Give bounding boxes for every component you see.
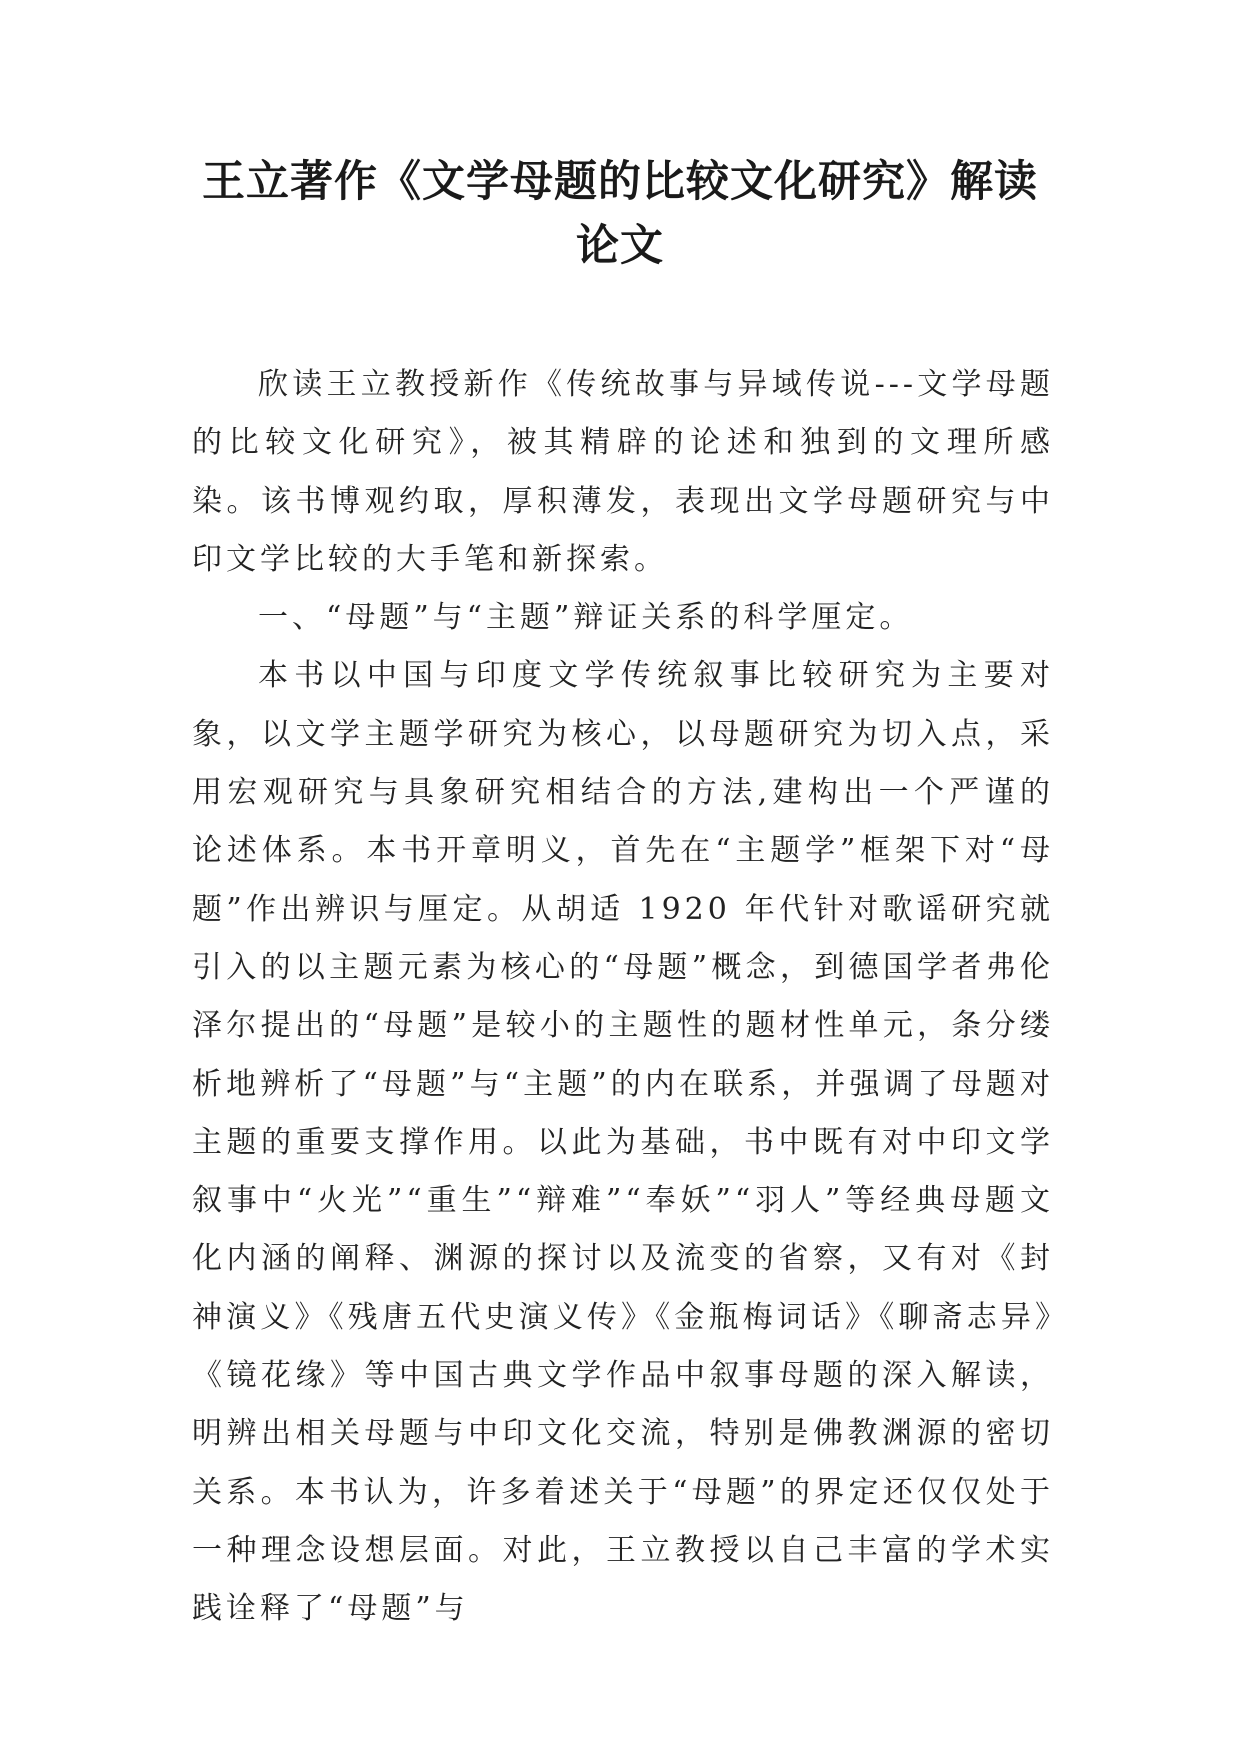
title-line-2: 论文 bbox=[576, 221, 664, 271]
document-title bbox=[180, 150, 1060, 278]
document-body bbox=[192, 356, 1054, 1639]
section-heading-1: 一、“母题”与“主题”辩证关系的科学厘定。 bbox=[258, 600, 914, 636]
paragraph-main: 本书以中国与印度文学传统叙事比较研究为主要对象，以文学主题学研究为核心，以母题研究为切入点，采用宏观研究与具象研究相结合的方法,建构出一个严谨的论述体系。本书开章明义，首先在“主题学”框架下对“母题”作出辨识与厘定。从胡适 1920 年代针对歌谣研究就引入的以主题元素为核心的“母题”概念，到德国学者弗伦泽尔提出的“母题”是较小的主题性的题材性单元，条分缕析地辨析了“母题”与“主题”的内在联系，并强调了母题对主题的重要支撑作用。以此为基础，书中既有对中印文学叙事中“火光”“重生”“辩难”“奉妖”“羽人”等经典母题文化内涵的阐释、渊源的探讨以及流变的省察，又有对《封神演义》《残唐五代史演义传》《金瓶梅词话》《聊斋志异》《镜花缘》等中国古典文学作品中叙事母题的深入解读，明辨出相关母题与中印文化交流，特别是佛教渊源的密切关系。本书认为，许多着述关于“母题”的界定还仅仅处于一种理念设想层面。对此，王立教授以自己丰富的学术实践诠释了“母题”与 bbox=[192, 658, 1054, 1627]
title-line-1: 王立著作《文学母题的比较文化研究》解读 bbox=[202, 157, 1038, 207]
paragraph-intro: 欣读王立教授新作《传统故事与异域传说---文学母题的比较文化研究》，被其精辟的论述和独到的文理所感染。该书博观约取，厚积薄发，表现出文学母题研究与中印文学比较的大手笔和新探索。 bbox=[192, 367, 1054, 577]
